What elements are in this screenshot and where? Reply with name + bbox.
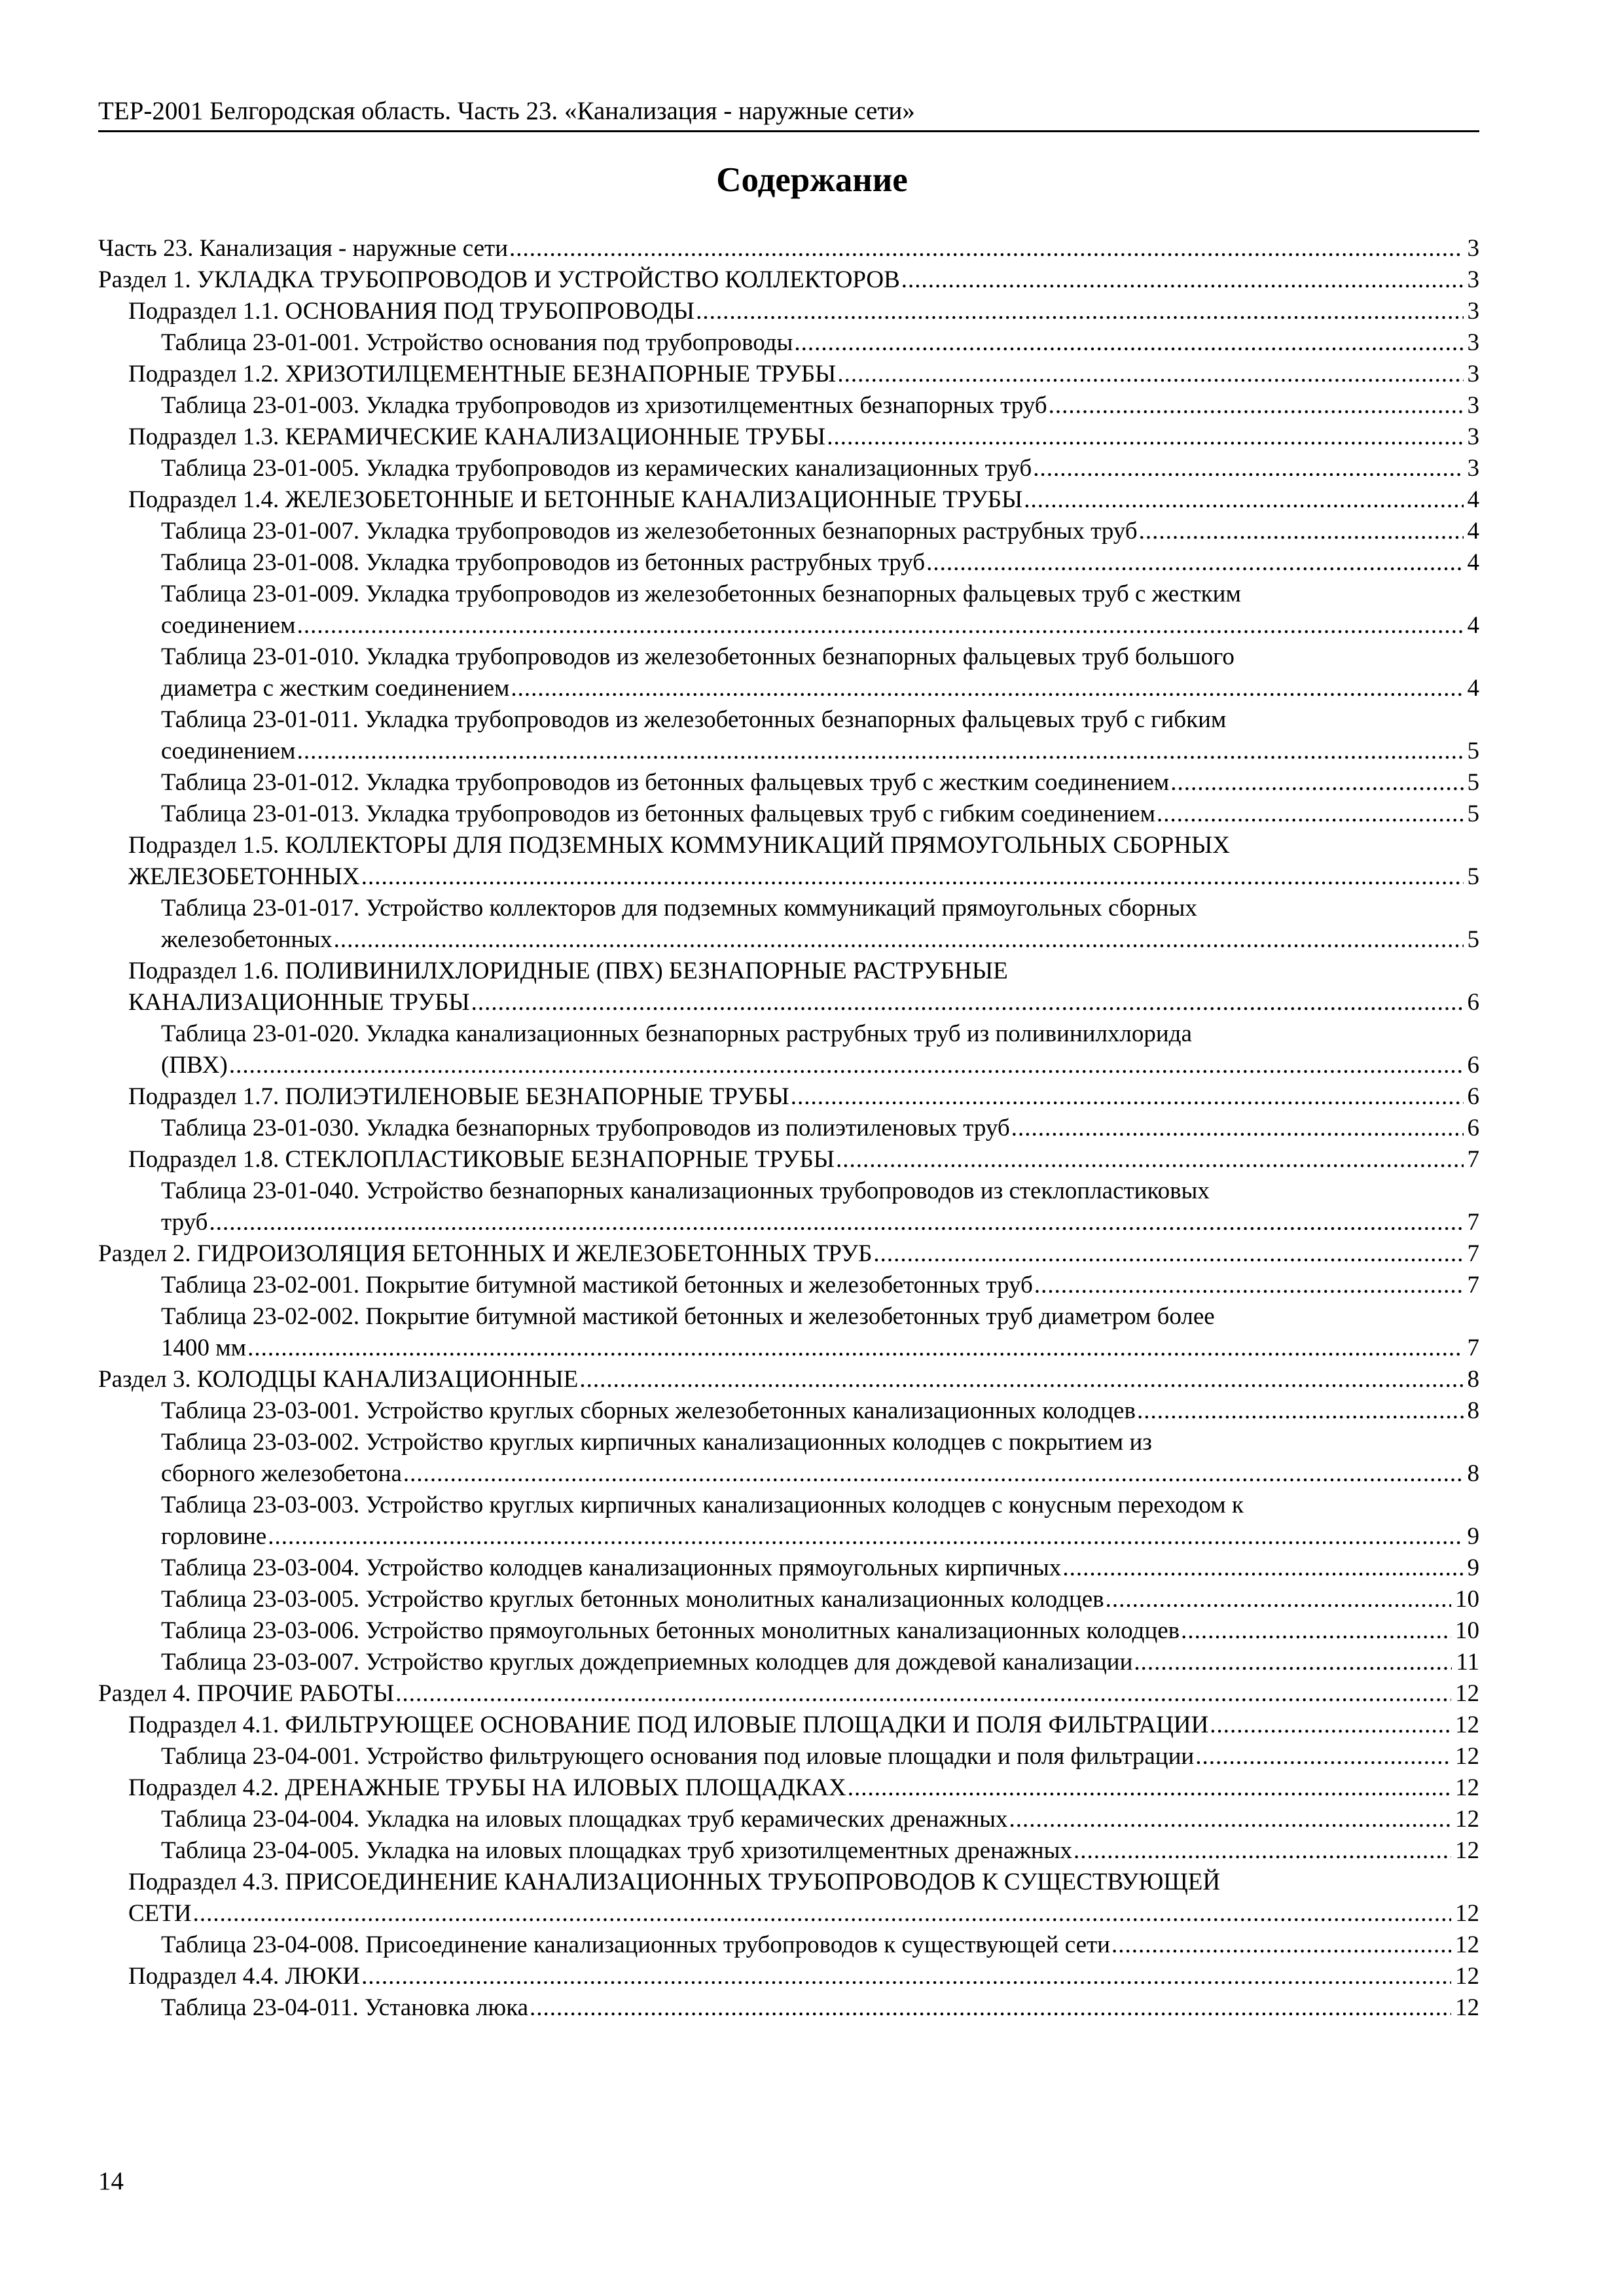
toc-entry[interactable] — [98, 1678, 1479, 1710]
dot-leader — [1011, 1113, 1464, 1144]
toc-entry-title: Таблица 23-01-008. Укладка трубопроводов из бетонных раструбных труб — [161, 549, 926, 576]
toc-entry[interactable] — [98, 1710, 1479, 1741]
dot-leader — [1106, 1584, 1451, 1615]
toc-entry-title: Подраздел 1.3. КЕРАМИЧЕСКИЕ КАНАЛИЗАЦИОННЫЕ ТРУБЫ — [128, 423, 826, 450]
toc-entry-title: Подраздел 1.2. ХРИЗОТИЛЦЕМЕНТНЫЕ БЕЗНАПОРНЫЕ ТРУБЫ — [128, 361, 837, 387]
toc-entry[interactable] — [98, 1427, 1479, 1490]
toc-entry-title: Таблица 23-04-011. Установка люка — [161, 1994, 529, 2021]
toc-entry-row — [161, 924, 1479, 956]
toc-entry[interactable] — [98, 1835, 1479, 1867]
toc-entry-title: Таблица 23-03-001. Устройство круглых сборных железобетонных канализационных колодцев — [161, 1397, 1136, 1424]
dot-leader — [1111, 1929, 1451, 1961]
dot-leader — [268, 1521, 1463, 1552]
toc-entry-page: 12 — [1455, 1774, 1479, 1801]
dot-leader — [361, 861, 1464, 893]
toc-entry-row — [161, 1458, 1479, 1490]
toc-entry-row — [161, 390, 1479, 422]
toc-entry-row — [161, 1741, 1479, 1772]
toc-entry-title: Таблица 23-03-005. Устройство круглых бетонных монолитных канализационных колодцев — [161, 1586, 1104, 1613]
toc-entry[interactable] — [98, 1238, 1479, 1270]
toc-entry-title-line: Таблица 23-02-002. Покрытие битумной мастикой бетонных и железобетонных труб диаметром более — [161, 1303, 1215, 1330]
toc-entry-row — [98, 1678, 1479, 1710]
dot-leader — [1009, 1804, 1451, 1835]
toc-entry-title-line: Таблица 23-01-010. Укладка трубопроводов из железобетонных безнапорных фальцевых труб большого — [161, 643, 1235, 670]
toc-entry-page: 3 — [1467, 235, 1479, 262]
toc-entry-page: 3 — [1467, 329, 1479, 356]
toc-entry[interactable] — [98, 1395, 1479, 1427]
toc-entry-title: Раздел 2. ГИДРОИЗОЛЯЦИЯ БЕТОННЫХ И ЖЕЛЕЗОБЕТОННЫХ ТРУБ — [98, 1240, 873, 1267]
dot-leader — [193, 1898, 1451, 1929]
toc-entry-page: 5 — [1467, 769, 1479, 796]
toc-entry[interactable] — [98, 1490, 1479, 1552]
toc-entry-row — [161, 547, 1479, 579]
toc-entry-page: 3 — [1467, 298, 1479, 325]
dot-leader — [791, 1081, 1464, 1113]
toc-entry-page: 9 — [1467, 1523, 1479, 1550]
toc-entry-row — [161, 1552, 1479, 1584]
toc-entry-title: Таблица 23-01-030. Укладка безнапорных трубопроводов из полиэтиленовых труб — [161, 1115, 1010, 1141]
dot-leader — [395, 1678, 1451, 1710]
toc-entry-row — [161, 516, 1479, 547]
toc-entry-row — [161, 1113, 1479, 1144]
table-of-contents — [98, 233, 1479, 2024]
toc-entry[interactable] — [98, 956, 1479, 1018]
toc-entry-title-line: Таблица 23-01-009. Укладка трубопроводов из железобетонных безнапорных фальцевых труб с жестким — [161, 581, 1241, 607]
toc-entry-title: горловине — [161, 1523, 267, 1550]
toc-entry[interactable] — [98, 1144, 1479, 1175]
dot-leader — [1170, 767, 1463, 798]
toc-entry-page: 4 — [1467, 612, 1479, 639]
toc-entry-row — [161, 453, 1479, 484]
toc-entry-row — [128, 987, 1479, 1018]
toc-entry-title-line: Подраздел 1.5. КОЛЛЕКТОРЫ ДЛЯ ПОДЗЕМНЫХ КОММУНИКАЦИЙ ПРЯМОУГОЛЬНЫХ СБОРНЫХ — [128, 832, 1231, 859]
dot-leader — [1024, 484, 1463, 516]
toc-entry[interactable] — [98, 233, 1479, 264]
page-title: Содержание — [716, 161, 908, 199]
toc-entry-title: Таблица 23-01-005. Укладка трубопроводов из керамических канализационных труб — [161, 455, 1032, 482]
toc-entry-page: 9 — [1467, 1554, 1479, 1581]
toc-entry-title: соединением — [161, 738, 296, 764]
dot-leader — [696, 296, 1463, 327]
toc-entry-title: (ПВХ) — [161, 1052, 228, 1079]
toc-entry-row — [128, 1961, 1479, 1992]
toc-entry-row — [98, 264, 1479, 296]
page-number: 14 — [98, 2167, 124, 2195]
dot-leader — [794, 327, 1463, 359]
toc-entry[interactable] — [98, 1175, 1479, 1238]
toc-entry-row — [161, 1333, 1479, 1364]
dot-leader — [836, 1144, 1464, 1175]
toc-entry-row — [161, 1835, 1479, 1867]
toc-entry-page: 8 — [1467, 1366, 1479, 1393]
toc-entry[interactable] — [98, 264, 1479, 296]
toc-entry[interactable] — [98, 547, 1479, 579]
toc-entry-page: 12 — [1455, 1712, 1479, 1738]
dot-leader — [247, 1333, 1463, 1364]
toc-entry-title: соединением — [161, 612, 296, 639]
toc-entry-title: Подраздел 4.2. ДРЕНАЖНЫЕ ТРУБЫ НА ИЛОВЫХ ПЛОЩАДКАХ — [128, 1774, 846, 1801]
toc-entry-page: 7 — [1467, 1240, 1479, 1267]
toc-entry-page: 12 — [1455, 1994, 1479, 2021]
toc-entry-page: 11 — [1456, 1649, 1479, 1676]
toc-entry-page: 5 — [1467, 800, 1479, 827]
toc-entry-row — [128, 1772, 1479, 1804]
toc-entry-page: 3 — [1467, 455, 1479, 482]
toc-entry[interactable] — [98, 1584, 1479, 1615]
toc-entry[interactable] — [98, 1992, 1479, 2024]
toc-entry-row — [161, 1647, 1479, 1678]
toc-entry-row — [161, 736, 1479, 767]
toc-entry-title-line: Таблица 23-01-017. Устройство коллекторов для подземных коммуникаций прямоугольных сборных — [161, 895, 1197, 922]
toc-entry[interactable] — [98, 830, 1479, 893]
toc-entry-page: 12 — [1455, 1963, 1479, 1990]
toc-entry[interactable] — [98, 359, 1479, 390]
toc-entry-title: Подраздел 1.4. ЖЕЛЕЗОБЕТОННЫЕ И БЕТОННЫЕ КАНАЛИЗАЦИОННЫЕ ТРУБЫ — [128, 486, 1023, 513]
toc-entry-row — [161, 1804, 1479, 1835]
toc-entry[interactable] — [98, 296, 1479, 327]
toc-entry-title: труб — [161, 1209, 208, 1236]
dot-leader — [297, 736, 1464, 767]
toc-entry[interactable] — [98, 1867, 1479, 1929]
dot-leader — [1049, 390, 1464, 422]
toc-entry-title: 1400 мм — [161, 1335, 247, 1361]
toc-entry-row — [128, 359, 1479, 390]
dot-leader — [530, 1992, 1451, 2024]
toc-entry-row — [98, 1364, 1479, 1395]
toc-entry-title: Подраздел 1.1. ОСНОВАНИЯ ПОД ТРУБОПРОВОДЫ — [128, 298, 695, 325]
toc-entry-title: СЕТИ — [128, 1900, 192, 1927]
toc-entry-title: Подраздел 4.1. ФИЛЬТРУЮЩЕЕ ОСНОВАНИЕ ПОД ИЛОВЫЕ ПЛОЩАДКИ И ПОЛЯ ФИЛЬТРАЦИИ — [128, 1712, 1209, 1738]
toc-entry-page: 4 — [1467, 486, 1479, 513]
toc-entry-title: Таблица 23-01-013. Укладка трубопроводов из бетонных фальцевых труб с гибким соединением — [161, 800, 1155, 827]
toc-entry-title: Таблица 23-03-006. Устройство прямоугольных бетонных монолитных канализационных колодцев — [161, 1617, 1180, 1644]
toc-entry-page: 12 — [1455, 1680, 1479, 1707]
toc-entry-page: 3 — [1467, 361, 1479, 387]
toc-entry[interactable] — [98, 767, 1479, 798]
toc-entry-title: сборного железобетона — [161, 1460, 402, 1487]
toc-entry-page: 6 — [1467, 1052, 1479, 1079]
toc-entry-row — [161, 673, 1479, 704]
toc-entry[interactable] — [98, 1552, 1479, 1584]
toc-entry-page: 10 — [1455, 1586, 1479, 1613]
toc-entry-row — [161, 610, 1479, 641]
dot-leader — [1062, 1552, 1463, 1584]
toc-entry[interactable] — [98, 390, 1479, 422]
toc-entry[interactable] — [98, 893, 1479, 956]
toc-entry-row — [128, 861, 1479, 893]
toc-entry-row — [128, 296, 1479, 327]
dot-leader — [1181, 1615, 1451, 1647]
toc-entry-page: 12 — [1455, 1743, 1479, 1770]
toc-entry-title: Таблица 23-01-007. Укладка трубопроводов из железобетонных безнапорных раструбных труб — [161, 518, 1138, 545]
toc-entry[interactable] — [98, 1018, 1479, 1081]
toc-entry-page: 3 — [1467, 266, 1479, 293]
toc-entry-page: 12 — [1455, 1806, 1479, 1833]
toc-entry-page: 3 — [1467, 392, 1479, 419]
toc-entry[interactable] — [98, 579, 1479, 641]
toc-entry-row — [161, 1050, 1479, 1081]
toc-entry-title-line: Таблица 23-03-003. Устройство круглых кирпичных канализационных колодцев с конусным переходом к — [161, 1492, 1244, 1518]
toc-entry[interactable] — [98, 1364, 1479, 1395]
toc-entry-page: 12 — [1455, 1900, 1479, 1927]
toc-entry[interactable] — [98, 1772, 1479, 1804]
toc-entry-page: 5 — [1467, 738, 1479, 764]
toc-entry-row — [128, 1144, 1479, 1175]
dot-leader — [334, 924, 1464, 956]
toc-entry[interactable] — [98, 1804, 1479, 1835]
dot-leader — [579, 1364, 1463, 1395]
toc-entry[interactable] — [98, 1647, 1479, 1678]
toc-entry-row — [161, 1929, 1479, 1961]
toc-entry-title: Раздел 4. ПРОЧИЕ РАБОТЫ — [98, 1680, 395, 1707]
dot-leader — [209, 1207, 1463, 1238]
toc-entry[interactable] — [98, 704, 1479, 767]
toc-entry-page: 12 — [1455, 1837, 1479, 1864]
toc-entry-title: Таблица 23-01-001. Устройство основания под трубопроводы — [161, 329, 793, 356]
toc-entry-title: диаметра с жестким соединением — [161, 675, 510, 702]
toc-entry-title: Таблица 23-01-012. Укладка трубопроводов из бетонных фальцевых труб с жестким соединением — [161, 769, 1170, 796]
toc-entry-page: 12 — [1455, 1931, 1479, 1958]
toc-entry[interactable] — [98, 1081, 1479, 1113]
dot-leader — [827, 422, 1463, 453]
dot-leader — [848, 1772, 1451, 1804]
toc-entry-title: Подраздел 1.8. СТЕКЛОПЛАСТИКОВЫЕ БЕЗНАПОРНЫЕ ТРУБЫ — [128, 1146, 835, 1173]
toc-entry[interactable] — [98, 641, 1479, 704]
dot-leader — [1210, 1710, 1451, 1741]
toc-entry[interactable] — [98, 1615, 1479, 1647]
toc-entry-title: Часть 23. Канализация - наружные сети — [98, 235, 509, 262]
toc-entry-title: Подраздел 4.4. ЛЮКИ — [128, 1963, 361, 1990]
toc-entry-page: 7 — [1467, 1146, 1479, 1173]
toc-entry-title-line: Таблица 23-01-011. Укладка трубопроводов из железобетонных безнапорных фальцевых труб с гибким — [161, 706, 1227, 733]
dot-leader — [1137, 1395, 1464, 1427]
toc-entry-page: 5 — [1467, 863, 1479, 890]
toc-entry[interactable] — [98, 516, 1479, 547]
toc-entry-title-line: Подраздел 4.3. ПРИСОЕДИНЕНИЕ КАНАЛИЗАЦИОННЫХ ТРУБОПРОВОДОВ К СУЩЕСТВУЮЩЕЙ — [128, 1869, 1221, 1895]
toc-entry-row — [161, 1584, 1479, 1615]
toc-entry-row — [161, 1207, 1479, 1238]
toc-entry-row — [161, 327, 1479, 359]
toc-entry-page: 6 — [1467, 1115, 1479, 1141]
toc-entry-row — [98, 1238, 1479, 1270]
dot-leader — [1195, 1741, 1451, 1772]
dot-leader — [1074, 1835, 1451, 1867]
toc-entry-page: 8 — [1467, 1397, 1479, 1424]
toc-entry-title: Таблица 23-04-005. Укладка на иловых площадках труб хризотилцементных дренажных — [161, 1837, 1073, 1864]
toc-entry-page: 7 — [1467, 1272, 1479, 1299]
toc-entry-row — [161, 798, 1479, 830]
toc-entry-row — [161, 1270, 1479, 1301]
toc-entry-title-line: Таблица 23-03-002. Устройство круглых кирпичных канализационных колодцев с покрытием из — [161, 1429, 1152, 1456]
toc-entry-row — [98, 233, 1479, 264]
dot-leader — [361, 1961, 1451, 1992]
toc-entry[interactable] — [98, 327, 1479, 359]
dot-leader — [509, 233, 1463, 264]
toc-entry-title-line: Таблица 23-01-040. Устройство безнапорных канализационных трубопроводов из стеклопластиковых — [161, 1177, 1210, 1204]
toc-entry-title: Подраздел 1.7. ПОЛИЭТИЛЕНОВЫЕ БЕЗНАПОРНЫЕ ТРУБЫ — [128, 1083, 789, 1110]
toc-entry-row — [161, 1615, 1479, 1647]
toc-entry[interactable] — [98, 422, 1479, 453]
toc-entry[interactable] — [98, 798, 1479, 830]
dot-leader — [837, 359, 1463, 390]
toc-entry-title: Таблица 23-04-001. Устройство фильтрующего основания под иловые площадки и поля фильтрации — [161, 1743, 1195, 1770]
toc-entry[interactable] — [98, 453, 1479, 484]
toc-entry-row — [161, 1992, 1479, 2024]
toc-entry[interactable] — [98, 1301, 1479, 1364]
toc-entry-row — [128, 422, 1479, 453]
dot-leader — [471, 987, 1464, 1018]
toc-entry[interactable] — [98, 484, 1479, 516]
dot-leader — [403, 1458, 1464, 1490]
toc-entry-row — [161, 1395, 1479, 1427]
toc-entry[interactable] — [98, 1961, 1479, 1992]
dot-leader — [511, 673, 1463, 704]
toc-entry-row — [161, 767, 1479, 798]
toc-entry-title: Раздел 1. УКЛАДКА ТРУБОПРОВОДОВ И УСТРОЙСТВО КОЛЛЕКТОРОВ — [98, 266, 900, 293]
toc-entry-title: Таблица 23-03-004. Устройство колодцев канализационных прямоугольных кирпичных — [161, 1554, 1062, 1581]
toc-entry-row — [128, 1898, 1479, 1929]
toc-entry-row — [161, 1521, 1479, 1552]
dot-leader — [297, 610, 1464, 641]
toc-entry-page: 5 — [1467, 926, 1479, 953]
toc-entry-title: КАНАЛИЗАЦИОННЫЕ ТРУБЫ — [128, 989, 470, 1016]
toc-entry[interactable] — [98, 1741, 1479, 1772]
toc-entry-row — [128, 484, 1479, 516]
dot-leader — [873, 1238, 1463, 1270]
toc-entry[interactable] — [98, 1929, 1479, 1961]
toc-entry-title: Таблица 23-01-003. Укладка трубопроводов из хризотилцементных безнапорных труб — [161, 392, 1047, 419]
dot-leader — [1134, 1647, 1452, 1678]
toc-entry-page: 6 — [1467, 1083, 1479, 1110]
toc-entry-title: Таблица 23-04-008. Присоединение канализационных трубопроводов к существующей сети — [161, 1931, 1110, 1958]
dot-leader — [1033, 453, 1463, 484]
toc-entry-page: 4 — [1467, 675, 1479, 702]
toc-entry[interactable] — [98, 1113, 1479, 1144]
toc-entry-title: Таблица 23-02-001. Покрытие битумной мастикой бетонных и железобетонных труб — [161, 1272, 1033, 1299]
toc-entry-row — [128, 1710, 1479, 1741]
toc-entry-page: 6 — [1467, 989, 1479, 1016]
toc-entry-row — [128, 1081, 1479, 1113]
toc-entry[interactable] — [98, 1270, 1479, 1301]
toc-entry-page: 3 — [1467, 423, 1479, 450]
toc-entry-title-line: Подраздел 1.6. ПОЛИВИНИЛХЛОРИДНЫЕ (ПВХ) БЕЗНАПОРНЫЕ РАСТРУБНЫЕ — [128, 958, 1008, 984]
toc-entry-title: Раздел 3. КОЛОДЦЫ КАНАЛИЗАЦИОННЫЕ — [98, 1366, 579, 1393]
toc-entry-page: 4 — [1467, 549, 1479, 576]
dot-leader — [1139, 516, 1464, 547]
toc-entry-page: 7 — [1467, 1335, 1479, 1361]
dot-leader — [901, 264, 1464, 296]
dot-leader — [926, 547, 1463, 579]
dot-leader — [1157, 798, 1464, 830]
toc-entry-title-line: Таблица 23-01-020. Укладка канализационных безнапорных раструбных труб из поливинилхлорида — [161, 1020, 1192, 1047]
toc-entry-title: ЖЕЛЕЗОБЕТОННЫХ — [128, 863, 360, 890]
toc-entry-title: железобетонных — [161, 926, 333, 953]
toc-entry-page: 10 — [1455, 1617, 1479, 1644]
toc-entry-page: 8 — [1467, 1460, 1479, 1487]
dot-leader — [229, 1050, 1464, 1081]
toc-entry-page: 7 — [1467, 1209, 1479, 1236]
dot-leader — [1034, 1270, 1464, 1301]
running-header: ТЕР-2001 Белгородская область. Часть 23. «Канализация - наружные сети» — [98, 95, 1479, 132]
toc-entry-page: 4 — [1467, 518, 1479, 545]
toc-entry-title: Таблица 23-04-004. Укладка на иловых площадках труб керамических дренажных — [161, 1806, 1008, 1833]
toc-entry-title: Таблица 23-03-007. Устройство круглых дождеприемных колодцев для дождевой канализации — [161, 1649, 1133, 1676]
